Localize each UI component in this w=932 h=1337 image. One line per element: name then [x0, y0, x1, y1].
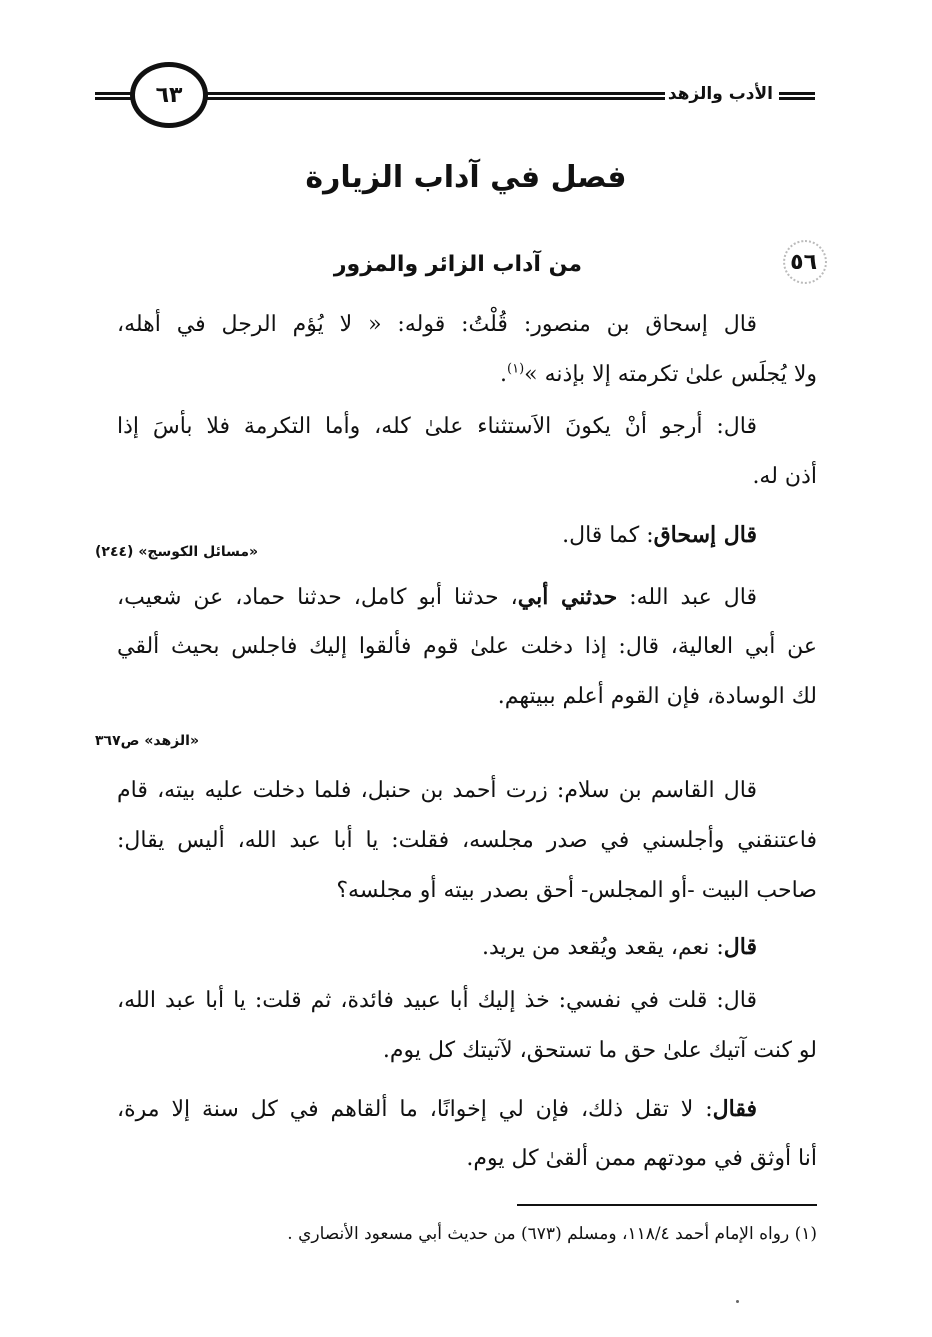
- text-line: [117, 922, 817, 972]
- page-number-badge: [130, 62, 208, 128]
- speaker-label: قال إسحاق: [653, 522, 757, 548]
- text-line: فاعتنقني وأجلسني في صدر مجلسه، فقلت: يا أبا عبد الله، أليس يقال:: [117, 828, 817, 853]
- source-citation: «الزهد» ص٣٦٧: [95, 733, 199, 749]
- text-line: قال: قلت في نفسي: خذ إليك أبا عبيد فائدة، ثم قلت: يا أبا عبد الله،: [117, 988, 757, 1013]
- paragraph: [117, 300, 817, 400]
- speaker-label: فقال: [712, 1096, 757, 1122]
- speaker-label: قال: [723, 934, 757, 960]
- text-line: عن أبي العالية، قال: إذا دخلت علىٰ قوم فألقوا إليك فاجلس بحيث ألقي: [117, 634, 817, 659]
- header-rule: [779, 92, 815, 100]
- text-line: أنا أوثق في مودتهم ممن ألقىٰ كل يوم.: [466, 1146, 817, 1171]
- text-line: [117, 350, 817, 400]
- book-title: الأدب والزهد: [667, 84, 773, 104]
- header-rule: [95, 92, 135, 100]
- footnote-marker: (١): [507, 361, 525, 377]
- text-line: قال إسحاق بن منصور: قُلْتُ: قوله: « لا يُؤم الرجل في أهله،: [117, 312, 757, 337]
- paragraph: [117, 766, 817, 916]
- footnote-divider: [517, 1204, 817, 1206]
- chapter-title: فصل في آداب الزيارة: [305, 160, 627, 195]
- text-line: صاحب البيت -أو المجلس- أحق بصدر بيته أو مجلسه؟: [336, 878, 817, 903]
- paragraph: [117, 976, 817, 1076]
- text-line: قال: أرجو أنْ يكونَ الاَستثناء علىٰ كله، وأما التكرمة فلا بأسَ إذا: [117, 414, 757, 439]
- source-citation: «مسائل الكوسج» (٢٤٤): [95, 544, 259, 560]
- text-run: قال عبد الله:: [617, 585, 757, 610]
- text-run: ولا يُجلَس علىٰ تكرمته إلا بإذنه »: [524, 362, 817, 387]
- text-run: : كما قال.: [562, 523, 654, 548]
- paragraph: [117, 572, 817, 722]
- text-line: أذن له.: [752, 464, 817, 489]
- text-run: : نعم، يقعد ويُقعد من يريد.: [482, 935, 724, 960]
- section-heading: [117, 250, 817, 290]
- header-rule: [205, 92, 665, 100]
- text-line: قال القاسم بن سلام: زرت أحمد بن حنبل، فلما دخلت عليه بيته، قام: [117, 778, 757, 803]
- page-number: ٦٣: [155, 82, 183, 108]
- section-number: ٥٦: [790, 250, 817, 275]
- paragraph: [117, 1084, 817, 1184]
- text-run: .: [500, 362, 508, 387]
- footnote: (١) رواه الإمام أحمد ١١٨/٤، ومسلم (٦٧٣) من حديث أبي مسعود الأنصاري .: [287, 1224, 817, 1244]
- speaker-label: حدثني أبي: [517, 584, 618, 610]
- paragraph: [117, 922, 817, 972]
- section-title: من آداب الزائر والمزور: [333, 252, 582, 277]
- text-line: لك الوسادة، فإن القوم أعلم ببيتهم.: [497, 684, 817, 709]
- text-line: [117, 572, 817, 622]
- text-run: : لا تقل ذلك، فإن لي إخوانًا، ما ألقاهم في كل سنة إلا مرة،: [117, 1097, 713, 1122]
- text-run: ، حدثنا أبو كامل، حدثنا حماد، عن شعيب،: [117, 585, 518, 610]
- text-line: لو كنت آتيك علىٰ حق ما تستحق، لآتيتك كل يوم.: [382, 1038, 817, 1063]
- print-speck: [736, 1300, 739, 1303]
- paragraph: [117, 402, 817, 502]
- running-header: [95, 62, 815, 132]
- text-line: [117, 1084, 817, 1134]
